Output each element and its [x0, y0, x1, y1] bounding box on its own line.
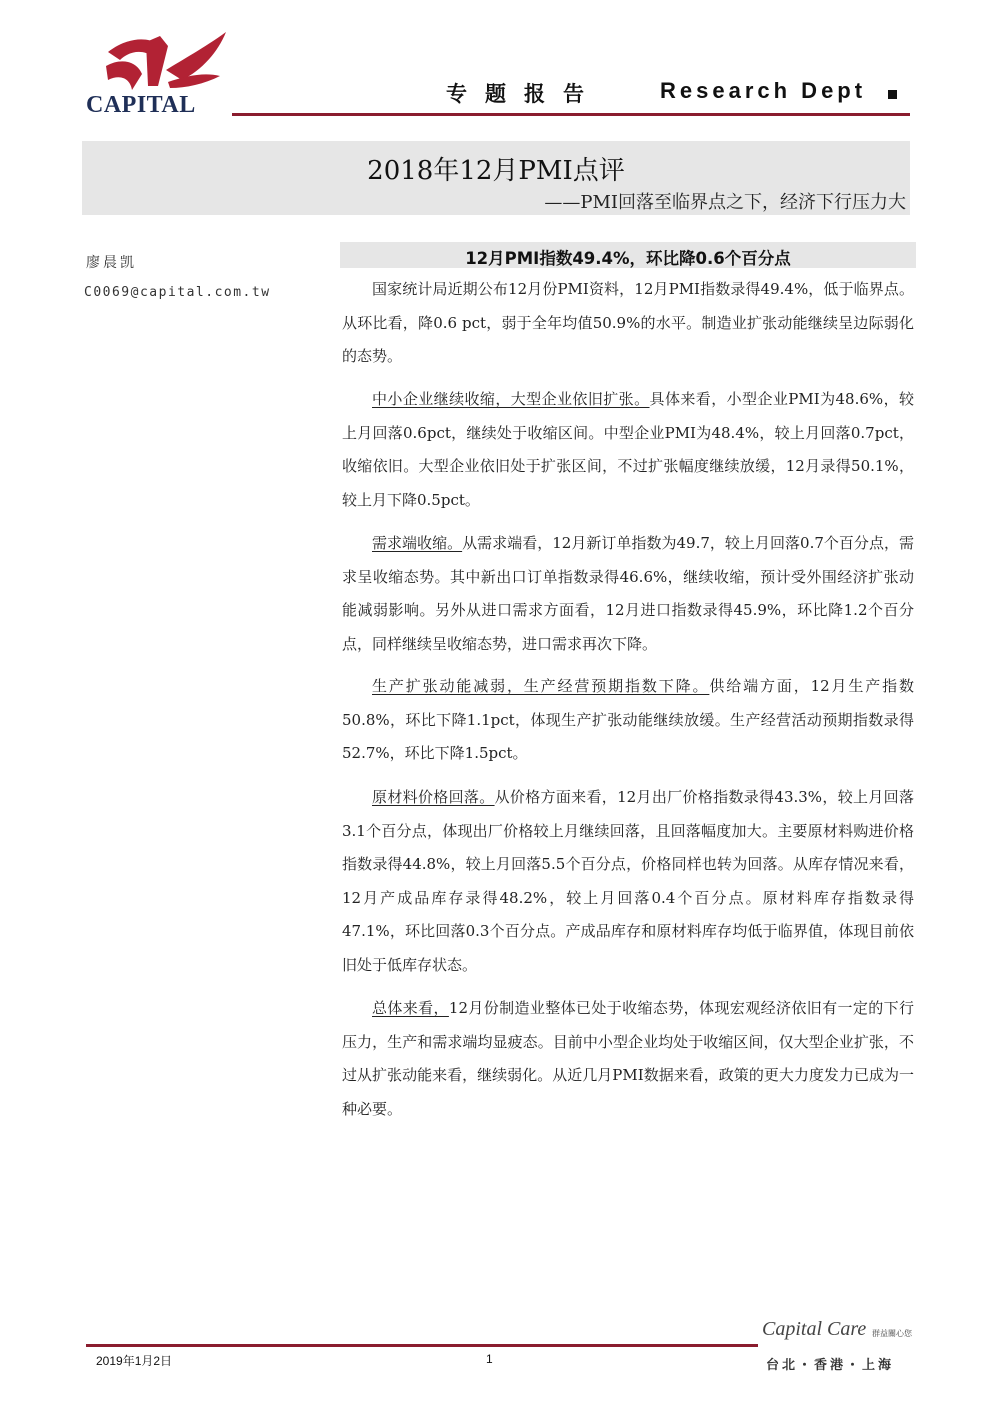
report-type: 专题报告	[446, 82, 602, 106]
paragraph-lead: 需求端收缩。	[372, 534, 463, 552]
paragraph-5	[342, 781, 914, 982]
paragraph-2	[342, 383, 914, 517]
author-name: 廖晨凯	[86, 255, 137, 271]
paragraph-text: 供给端方面，12月生产指数50.8%，环比下降1.1pct，体现生产扩张动能继续放缓。生产经营活动预期指数录得52.7%，环比下降1.5pct。	[342, 677, 914, 762]
section-title: 12月PMI指数49.4%，环比降0.6个百分点	[465, 249, 791, 268]
paragraph-3	[342, 527, 914, 661]
paragraph-lead: 中小企业继续收缩，大型企业依旧扩张。	[372, 390, 650, 408]
page-title: 2018年12月PMI点评	[367, 156, 625, 186]
paragraph-4	[342, 670, 914, 771]
paragraph-text: 从需求端看，12月新订单指数为49.7，较上月回落0.7个百分点，需求呈收缩态势。其中新出口订单指数录得46.6%，继续收缩，预计受外围经济扩张动能减弱影响。另外从进口需求方面看，12月进口指数录得45.9%，环比降1.2个百分点，同样继续呈收缩态势，进口需求再次下降。	[342, 534, 914, 653]
paragraph-lead: 生产扩张动能减弱，生产经营预期指数下降。	[372, 677, 710, 695]
header-square-icon	[888, 90, 897, 99]
paragraph-text: 12月份制造业整体已处于收缩态势，体现宏观经济依旧有一定的下行压力，生产和需求端均显疲态。目前中小型企业均处于收缩区间，仅大型企业扩张，不过从扩张动能来看，继续弱化。从近几月PMI数据来看，政策的更大力度发力已成为一种必要。	[342, 999, 914, 1118]
capital-care-tagline: 群益關心您	[872, 1329, 912, 1338]
capital-care-logo: Capital Care	[762, 1318, 867, 1340]
logo-text: CAPITAL	[86, 92, 196, 118]
paragraph-lead: 原材料价格回落。	[372, 788, 495, 806]
paragraph-lead: 总体来看，	[372, 999, 449, 1017]
page-subtitle: ——PMI回落至临界点之下，经济下行压力大	[544, 192, 906, 213]
research-dept: Research Dept	[660, 78, 867, 103]
paragraph-text: 从价格方面来看，12月出厂价格指数录得43.3%，较上月回落3.1个百分点，体现出厂价格较上月继续回落，且回落幅度加大。主要原材料购进价格指数录得44.8%，较上月回落5.5个百分点，价格同样也转为回落。从库存情况来看，12月产成品库存录得48.2%，较上月回落0.4个百分点。原材料库存指数录得47.1%，环比回落0.3个百分点。产成品库存和原材料库存均低于临界值，体现目前依旧处于低库存状态。	[342, 788, 914, 974]
paragraph-1	[342, 273, 914, 374]
footer-cities: 台北・香港・上海	[766, 1358, 895, 1373]
paragraph-text: 国家统计局近期公布12月份PMI资料，12月PMI指数录得49.4%，低于临界点。从环比看，降0.6 pct，弱于全年均值50.9%的水平。制造业扩张动能继续呈边际弱化的态势。	[342, 280, 914, 365]
header-rule	[232, 113, 910, 116]
footer-date: 2019年1月2日	[96, 1354, 173, 1368]
footer-rule	[86, 1344, 758, 1347]
paragraph-text: 具体来看，小型企业PMI为48.6%，较上月回落0.6pct，继续处于收缩区间。中型企业PMI为48.4%，较上月回落0.7pct，收缩依旧。大型企业依旧处于扩张区间，不过扩张幅度继续放缓，12月录得50.1%，较上月下降0.5pct。	[342, 390, 914, 509]
page-number: 1	[486, 1352, 493, 1366]
author-email: C0069@capital.com.tw	[84, 285, 271, 300]
paragraph-6	[342, 992, 914, 1126]
